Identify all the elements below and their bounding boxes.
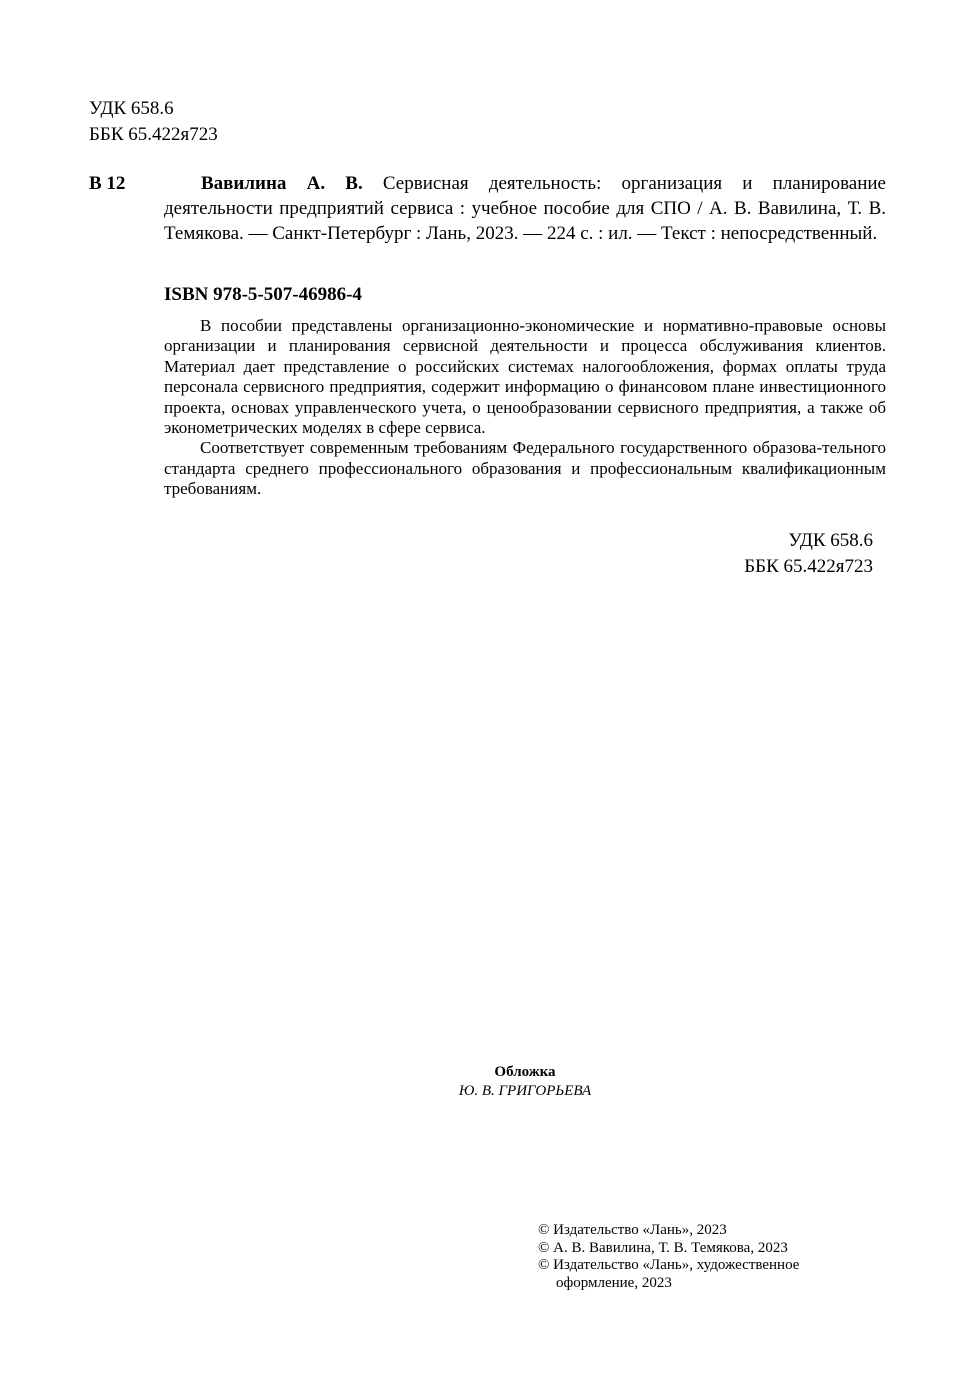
copyright-line: © А. В. Вавилина, Т. В. Темякова, 2023 (538, 1239, 788, 1256)
annotation-paragraph: В пособии представлены организационно-экономические и нормативно-правовые основы организации и планирования сервисной деятельности и процесса обслуживания клиентов. Материал дает представление о российских системах налогообложения, формах оплаты труда персонала сервисного предприятия, содержит информацию о финансовом плане инвестиционного проекта, основах управленческого учета, о ценообразовании сервисного предприятия, а также об эконометрических моделях в сфере сервиса. (164, 316, 886, 438)
bibliographic-description (164, 171, 886, 246)
annotation-paragraph: Соответствует современным требованиям Федерального государственного образова-тельного стандарта среднего профессионального образования и профессиональным квалификационным требованиям. (164, 438, 886, 499)
udk-code: УДК 658.6 (89, 98, 174, 119)
author-mark: В 12 (89, 173, 126, 194)
bbk-code: ББК 65.422я723 (744, 556, 873, 577)
classification-codes-top (89, 96, 218, 148)
cover-credit-label: Обложка (494, 1064, 556, 1080)
cover-designer-name: Ю. В. ГРИГОРЬЕВА (458, 1083, 592, 1099)
copyright-line: © Издательство «Лань», художественное оформление, 2023 (538, 1257, 800, 1291)
book-description: Сервисная деятельность: организация и планирование деятельности предприятий сервиса : учебное пособие для СПО / А. В. Вавилина, Т. В. Темякова. — Санкт-Петербург : Лань, 2023. — 224 с. : ил. — Текст : непосредственный. (164, 173, 886, 244)
copyright-line: © Издательство «Лань», 2023 (538, 1222, 727, 1238)
annotation (164, 316, 886, 500)
udk-code: УДК 658.6 (788, 530, 873, 551)
classification-codes-bottom (744, 528, 873, 580)
author-name: Вавилина А. В. (201, 173, 363, 194)
bbk-code: ББК 65.422я723 (89, 124, 218, 145)
copyright-block (538, 1222, 858, 1292)
isbn: ISBN 978-5-507-46986-4 (164, 284, 362, 305)
cover-credit (380, 1063, 670, 1101)
